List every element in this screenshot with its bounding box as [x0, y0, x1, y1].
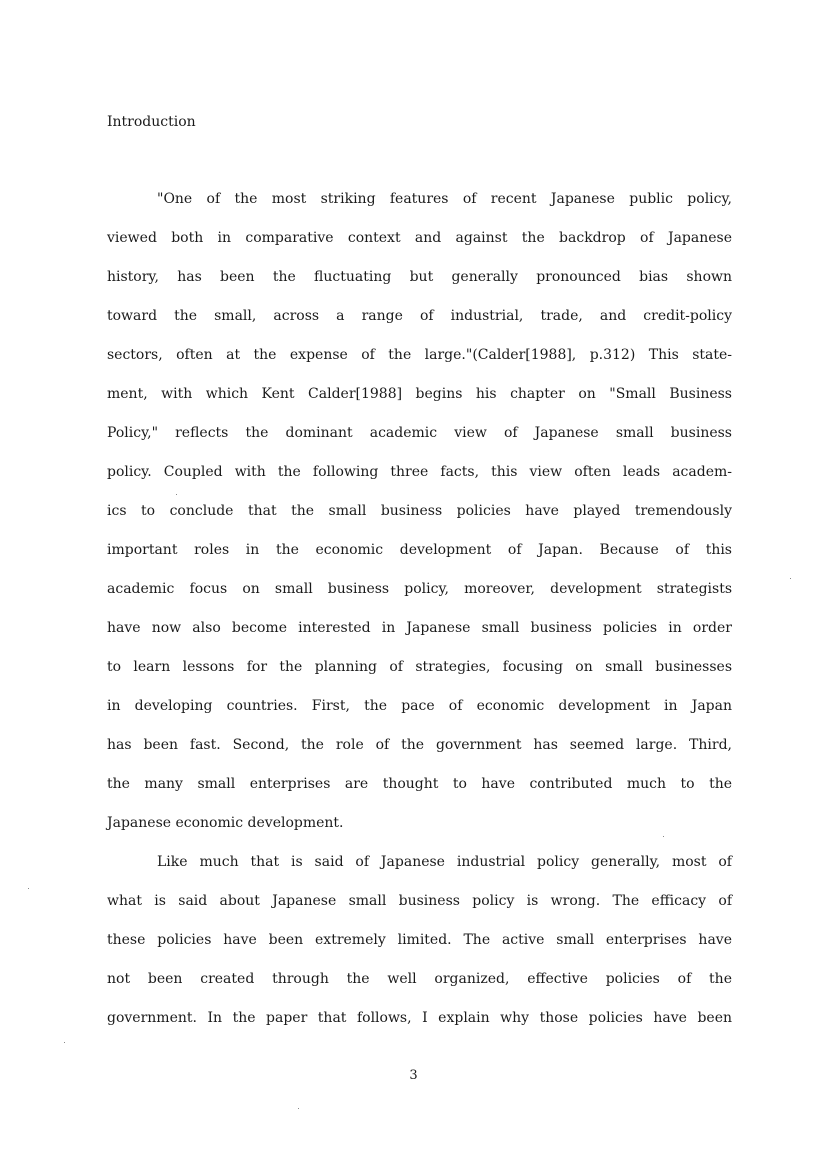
text-line: Japanese economic development. — [107, 815, 344, 831]
scan-speck — [28, 888, 29, 889]
text-line: Like much that is said of Japanese industrial policy generally, most of — [157, 854, 732, 870]
scan-speck — [790, 578, 791, 579]
text-line: ics to conclude that the small business policies have played tremendously — [107, 503, 732, 519]
text-line: Policy," reflects the dominant academic view of Japanese small business — [107, 425, 732, 441]
scan-speck — [176, 494, 177, 495]
text-line: viewed both in comparative context and against the backdrop of Japanese — [107, 230, 732, 246]
text-line: sectors, often at the expense of the large."(Calder[1988], p.312) This state- — [107, 347, 732, 363]
text-line: ment, with which Kent Calder[1988] begins his chapter on "Small Business — [107, 386, 732, 402]
text-line: in developing countries. First, the pace of economic development in Japan — [107, 698, 732, 714]
text-line: "One of the most striking features of recent Japanese public policy, — [157, 191, 732, 207]
text-line: not been created through the well organized, effective policies of the — [107, 971, 732, 987]
page-number: 3 — [409, 1068, 418, 1083]
scan-speck — [64, 1042, 65, 1043]
text-line: history, has been the fluctuating but generally pronounced bias shown — [107, 269, 732, 285]
text-line: what is said about Japanese small business policy is wrong. The efficacy of — [107, 893, 732, 909]
text-line: has been fast. Second, the role of the government has seemed large. Third, — [107, 737, 732, 753]
text-line: academic focus on small business policy, moreover, development strategists — [107, 581, 732, 597]
text-line: toward the small, across a range of industrial, trade, and credit-policy — [107, 308, 732, 324]
section-heading: Introduction — [107, 114, 196, 130]
text-line: government. In the paper that follows, I explain why those policies have been — [107, 1010, 732, 1026]
text-line: the many small enterprises are thought to have contributed much to the — [107, 776, 732, 792]
scan-speck — [663, 836, 664, 837]
text-line: these policies have been extremely limited. The active small enterprises have — [107, 932, 732, 948]
text-line: important roles in the economic development of Japan. Because of this — [107, 542, 732, 558]
text-line: to learn lessons for the planning of strategies, focusing on small businesses — [107, 659, 732, 675]
text-line: have now also become interested in Japanese small business policies in order — [107, 620, 732, 636]
text-line: policy. Coupled with the following three facts, this view often leads academ- — [107, 464, 732, 480]
scan-speck — [298, 1108, 299, 1109]
